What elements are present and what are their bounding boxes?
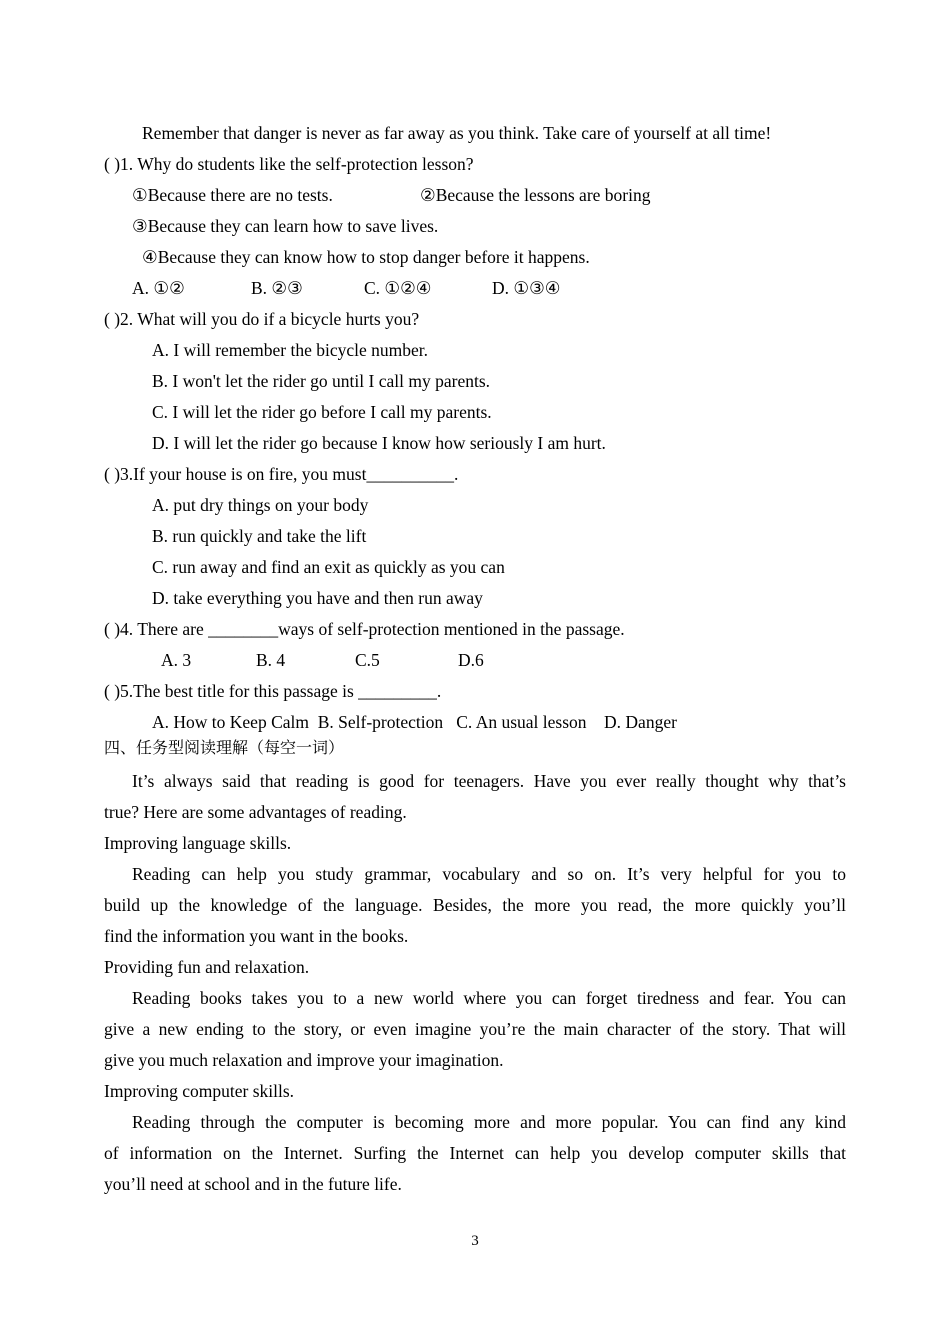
question-4-choice-c: C.5 <box>355 650 380 670</box>
question-3-option-b: B. run quickly and take the lift <box>152 526 367 546</box>
passage-heading-2: Providing fun and relaxation. <box>104 957 310 977</box>
question-5-stem: ( )5.The best title for this passage is _________. <box>104 681 442 701</box>
question-3-option-d: D. take everything you have and then run away <box>152 588 483 608</box>
question-2-option-c: C. I will let the rider go before I call my parents. <box>152 402 492 422</box>
question-1-choice-b: B. ②③ <box>251 278 303 298</box>
question-1-option-4: ④Because they can know how to stop danger before it happens. <box>142 247 590 267</box>
passage-p4-line-3: you’ll need at school and in the future life. <box>104 1174 402 1194</box>
question-2-stem: ( )2. What will you do if a bicycle hurts you? <box>104 309 420 329</box>
passage-p4-line-2: of information on the Internet. Surfing the Internet can help you develop computer skills that <box>104 1143 846 1163</box>
question-5-options: A. How to Keep Calm B. Self-protection C. An usual lesson D. Danger <box>152 712 677 732</box>
passage-heading-1: Improving language skills. <box>104 833 292 853</box>
question-4-choice-b: B. 4 <box>256 650 286 670</box>
question-3-stem: ( )3.If your house is on fire, you must__________. <box>104 464 459 484</box>
question-1-option-2: ②Because the lessons are boring <box>420 185 651 205</box>
question-1-stem: ( )1. Why do students like the self-protection lesson? <box>104 154 474 174</box>
passage-p2-line-1: Reading can help you study grammar, vocabulary and so on. It’s very helpful for you to <box>132 864 846 884</box>
question-1-choice-c: C. ①②④ <box>364 278 432 298</box>
passage-p1-line-2: true? Here are some advantages of reading. <box>104 802 407 822</box>
question-1-option-1: ①Because there are no tests. <box>132 185 333 205</box>
question-2-option-d: D. I will let the rider go because I know how seriously I am hurt. <box>152 433 606 453</box>
question-3-option-a: A. put dry things on your body <box>152 495 369 515</box>
question-3-option-c: C. run away and find an exit as quickly as you can <box>152 557 505 577</box>
passage-p4-line-1: Reading through the computer is becoming more and more popular. You can find any kind <box>132 1112 846 1132</box>
intro-line: Remember that danger is never as far away as you think. Take care of yourself at all time! <box>142 123 772 143</box>
passage-p3-line-3: give you much relaxation and improve your imagination. <box>104 1050 504 1070</box>
section-title: 四、任务型阅读理解（每空一词） <box>104 738 345 757</box>
passage-p2-line-2: build up the knowledge of the language. Besides, the more you read, the more quickly you’ll <box>104 895 846 915</box>
question-4-stem: ( )4. There are ________ways of self-protection mentioned in the passage. <box>104 619 625 639</box>
question-1-choice-a: A. ①② <box>132 278 185 298</box>
question-2-option-b: B. I won't let the rider go until I call my parents. <box>152 371 491 391</box>
passage-p1-line-1: It’s always said that reading is good for teenagers. Have you ever really thought why that’s <box>132 771 846 791</box>
passage-p3-line-2: give a new ending to the story, or even imagine you’re the main character of the story. That will <box>104 1019 846 1039</box>
question-4-choice-d: D.6 <box>458 650 484 670</box>
question-4-choice-a: A. 3 <box>161 650 192 670</box>
page-number: 3 <box>471 1233 479 1249</box>
passage-p2-line-3: find the information you want in the books. <box>104 926 409 946</box>
passage-p3-line-1: Reading books takes you to a new world where you can forget tiredness and fear. You can <box>132 988 846 1008</box>
passage-heading-3: Improving computer skills. <box>104 1081 295 1101</box>
question-1-option-3: ③Because they can learn how to save lives. <box>132 216 439 236</box>
question-2-option-a: A. I will remember the bicycle number. <box>152 340 429 360</box>
question-1-choice-d: D. ①③④ <box>492 278 561 298</box>
